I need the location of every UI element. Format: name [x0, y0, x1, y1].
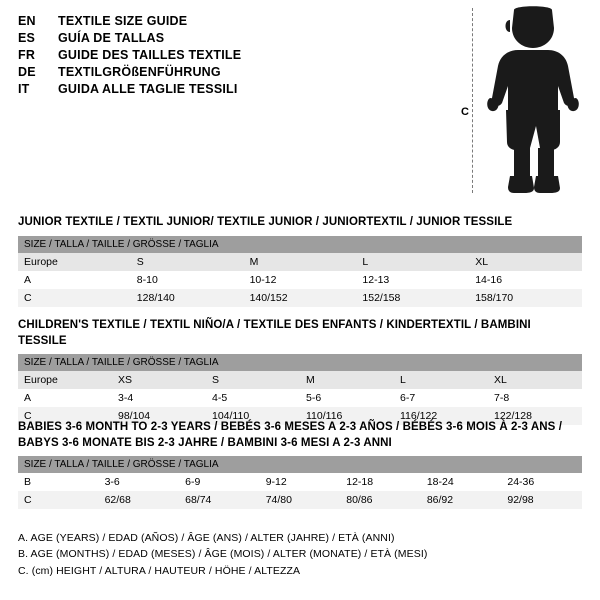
row-label: C	[18, 289, 131, 307]
section-babies	[18, 420, 582, 509]
cell: XS	[112, 371, 206, 389]
cell: M	[300, 371, 394, 389]
cell: 10-12	[244, 271, 357, 289]
legend	[18, 530, 578, 579]
language-title: GUÍA DE TALLAS	[58, 31, 165, 45]
language-row	[18, 48, 438, 62]
cell: 128/140	[131, 289, 244, 307]
height-measure-label: C	[461, 106, 469, 118]
cell: 12-18	[340, 473, 421, 491]
cell: 110/116	[300, 407, 394, 425]
junior-size-table	[18, 236, 582, 307]
section-title: JUNIOR TEXTILE / TEXTIL JUNIOR/ TEXTILE JUNIOR / JUNIORTEXTIL / JUNIOR TESSILE	[18, 216, 513, 228]
language-code: EN	[18, 14, 36, 28]
language-code: IT	[18, 82, 30, 96]
cell: 5-6	[300, 389, 394, 407]
cell: S	[206, 371, 300, 389]
cell: 7-8	[488, 389, 582, 407]
cell: 18-24	[421, 473, 502, 491]
table-row	[18, 389, 582, 407]
cell: L	[394, 371, 488, 389]
cell: 4-5	[206, 389, 300, 407]
cell: 116/122	[394, 407, 488, 425]
language-title: GUIDA ALLE TAGLIE TESSILI	[58, 82, 238, 96]
table-subheader: SIZE / TALLA / TAILLE / GRÖSSE / TAGLIA	[18, 236, 582, 253]
row-label: C	[18, 407, 112, 425]
section-children	[18, 318, 582, 425]
row-label: B	[18, 473, 99, 491]
cell: 9-12	[260, 473, 341, 491]
language-header	[18, 14, 438, 99]
language-row	[18, 82, 438, 96]
cell: 80/86	[340, 491, 421, 509]
cell: 152/158	[356, 289, 469, 307]
table-subheader-row	[18, 456, 582, 473]
table-subheader-row	[18, 236, 582, 253]
section-junior	[18, 215, 582, 307]
language-code: FR	[18, 48, 36, 62]
cell: 24-36	[501, 473, 582, 491]
table-subheader: SIZE / TALLA / TAILLE / GRÖSSE / TAGLIA	[18, 354, 582, 371]
babies-size-table	[18, 456, 582, 509]
cell: XL	[469, 253, 582, 271]
children-size-table	[18, 354, 582, 425]
cell: L	[356, 253, 469, 271]
cell: S	[131, 253, 244, 271]
cell: 158/170	[469, 289, 582, 307]
cell: 86/92	[421, 491, 502, 509]
legend-line: A. AGE (YEARS) / EDAD (AÑOS) / ÂGE (ANS) / ALTER (JAHRE) / ETÀ (ANNI)	[18, 532, 395, 544]
table-subheader-row	[18, 354, 582, 371]
table-row	[18, 491, 582, 509]
cell: 8-10	[131, 271, 244, 289]
cell: 6-9	[179, 473, 260, 491]
cell: 12-13	[356, 271, 469, 289]
language-row	[18, 65, 438, 79]
row-label: A	[18, 389, 112, 407]
cell: 68/74	[179, 491, 260, 509]
cell: 3-6	[99, 473, 180, 491]
table-subheader: SIZE / TALLA / TAILLE / GRÖSSE / TAGLIA	[18, 456, 582, 473]
table-row	[18, 289, 582, 307]
table-row	[18, 271, 582, 289]
cell: XL	[488, 371, 582, 389]
row-label: A	[18, 271, 131, 289]
legend-line: C. (cm) HEIGHT / ALTURA / HAUTEUR / HÖHE / ALTEZZA	[18, 564, 301, 577]
legend-line: B. AGE (MONTHS) / EDAD (MESES) / ÂGE (MOIS) / ALTER (MONATE) / ETÀ (MESI)	[18, 548, 428, 561]
language-title: TEXTILE SIZE GUIDE	[58, 14, 188, 28]
cell: 3-4	[112, 389, 206, 407]
cell: 62/68	[99, 491, 180, 509]
language-title: TEXTILGRÖßENFÜHRUNG	[58, 65, 221, 79]
cell: 140/152	[244, 289, 357, 307]
measurement-figure	[450, 0, 600, 200]
cell: M	[244, 253, 357, 271]
row-label: C	[18, 491, 99, 509]
language-row	[18, 31, 438, 45]
table-row	[18, 473, 582, 491]
cell: 98/104	[112, 407, 206, 425]
height-measure-line	[472, 8, 473, 193]
table-row	[18, 253, 582, 271]
child-silhouette-icon	[480, 6, 590, 196]
section-title: CHILDREN'S TEXTILE / TEXTIL NIÑO/A / TEXTILE DES ENFANTS / KINDERTEXTIL / BAMBINI TESSILE	[18, 319, 531, 347]
language-code: ES	[18, 31, 36, 45]
cell: 6-7	[394, 389, 488, 407]
cell: 92/98	[501, 491, 582, 509]
language-code: DE	[18, 65, 36, 79]
row-label: Europe	[18, 253, 131, 271]
cell: 104/110	[206, 407, 300, 425]
cell: 14-16	[469, 271, 582, 289]
section-title: BABIES 3-6 MONTH TO 2-3 YEARS / BEBÉS 3-6 MESES A 2-3 AÑOS / BÉBÉS 3-6 MOIS À 2-3 ANS / BABYS 3-6 MONATE BIS 2-3 JAHRE / BAMBINI 3-6 MESI A 2-3 ANNI	[18, 421, 562, 449]
language-row	[18, 14, 438, 28]
table-row	[18, 371, 582, 389]
cell: 122/128	[488, 407, 582, 425]
language-title: GUIDE DES TAILLES TEXTILE	[58, 48, 242, 62]
cell: 74/80	[260, 491, 341, 509]
row-label: Europe	[18, 371, 112, 389]
